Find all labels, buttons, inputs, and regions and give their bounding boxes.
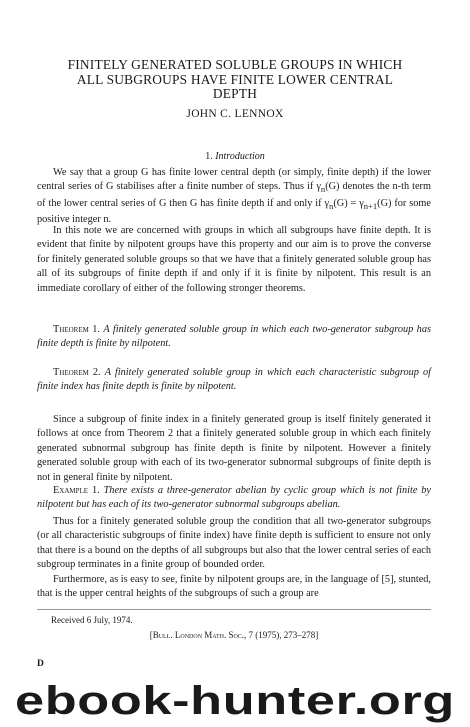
watermark: [0, 680, 470, 724]
paragraph-subgroup-index: [37, 413, 431, 485]
p4-text: Thus for a finitely generated soluble group the condition that all two-generator subgroups (or all characteristic subgroups of finite index) have finite depth is sufficient to ensure not only that there is a bound on the depths of all subgroups but also that the lower central series of each subgroup terminates in a finite group of bounded order.: [37, 516, 431, 571]
paragraph-stunted: [37, 573, 431, 602]
footnote-rule: [37, 609, 431, 610]
example-1-text: There exists a three-generator abelian by cyclic group which is not finite by nilpotent but has each of its two-generator subnormal subgroups abelian.: [37, 485, 431, 511]
section-heading: [40, 151, 430, 162]
theorem-1-label: Theorem 1.: [53, 324, 100, 335]
p1-text-d: (G) for some positive integer n.: [37, 197, 431, 226]
theorem-2-text: A finitely generated soluble group in which each characteristic subgroup of finite index has finite depth is finite by nilpotent.: [37, 367, 431, 393]
received-date: Received 6 July, 1974.: [51, 615, 133, 625]
p1-sub-n-b: n: [329, 200, 334, 211]
theorem-1: [37, 323, 431, 352]
example-1: [37, 484, 431, 513]
p2-text: In this note we are concerned with groups in which all subgroups have finite depth. It is evident that finite by nilpotent groups have this property and our aim is to prove the converse for finitely generated soluble groups so that we have that a finitely generated soluble group has all of its subgroups of finite depth if and only if it is finite by nilpotent. This result is an immediate corollary of either of the following stronger theorems.: [37, 225, 431, 294]
theorem-2: [37, 366, 431, 395]
title-line-3: DEPTH: [212, 86, 258, 101]
p1-text-c: (G) = γ: [333, 197, 364, 209]
paragraph-condition: [37, 515, 431, 573]
watermark-text: ebook-hunter.org: [15, 680, 455, 723]
journal-citation: [Bull. London Math. Soc., 7 (1975), 273–278]: [149, 630, 319, 640]
paper-title: [40, 58, 430, 102]
paragraph-definition: [37, 166, 431, 228]
p1-sub-n1: n+1: [363, 200, 378, 211]
title-line-1: FINITELY GENERATED SOLUBLE GROUPS IN WHICH: [67, 57, 403, 72]
title-line-2: ALL SUBGROUPS HAVE FINITE LOWER CENTRAL: [76, 71, 394, 87]
author-name: JOHN C. LENNOX: [186, 108, 284, 120]
p1-text-a: We say that a group G has finite lower central depth (or simply, finite depth) if the lower central series of G stabilises after a finite number of steps. Thus if γ: [37, 167, 431, 193]
paragraph-aim: [37, 224, 431, 296]
theorem-2-label: Theorem 2.: [53, 367, 101, 378]
p1-sub-n-a: n: [320, 184, 326, 195]
page-signature: D: [37, 659, 44, 669]
p1-text-b: (G) denotes the n-th term of the lower central series of G then G has finite depth if and only if γ: [37, 181, 431, 209]
section-number: 1.: [205, 151, 213, 162]
theorem-1-text: A finitely generated soluble group in which each two-generator subgroup has finite depth is finite by nilpotent.: [37, 324, 431, 350]
watermark-graphic: [0, 680, 470, 724]
section-title: Introduction: [215, 151, 265, 162]
p3-text: Since a subgroup of finite index in a finitely generated group is itself finitely generated it follows at once from Theorem 2 that a finitely generated soluble group in which each finitely generated subnormal subgroup has finite depth is finite by nilpotent. However a finitely generated soluble group with each of its two-generator subnormal subgroups of finite depth is not in general finite by nilpotent.: [37, 414, 431, 483]
p5-text: Furthermore, as is easy to see, finite by nilpotent groups are, in the language of [5], stunted, that is the upper central heights of the subgroups of such a group are: [37, 574, 431, 600]
example-1-label: Example 1.: [53, 485, 100, 496]
